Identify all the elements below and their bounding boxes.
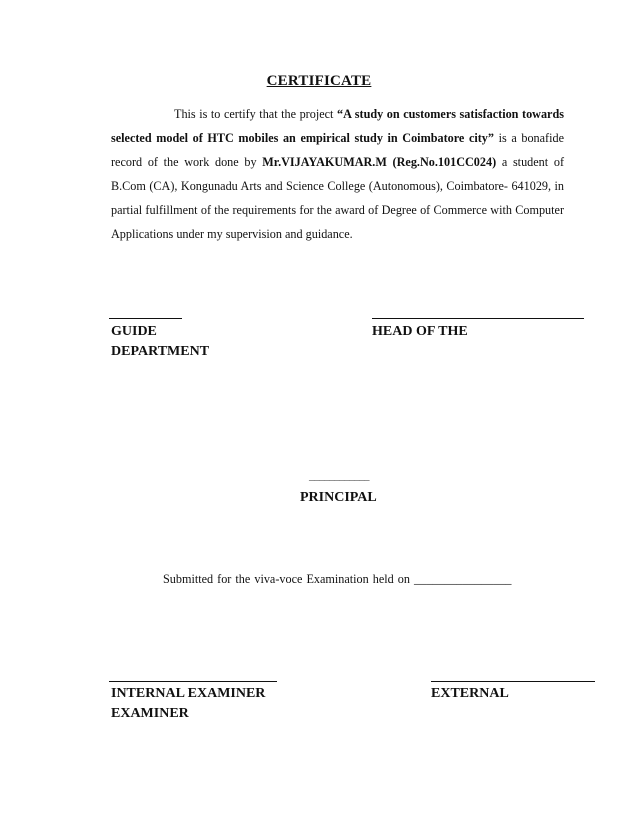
principal-label: PRINCIPAL [300, 490, 377, 505]
body-end: a student of B.Com (CA), Kongunadu Arts and Science College (Autonomous), Coimbatore- 641029, in partial fulfillment of the requirements for the award of Degree of Commerce with Computer Applications under my supervision and guidance. [111, 155, 564, 242]
internal-examiner-signature-line [109, 681, 277, 682]
hod-label: HEAD OF THE [372, 324, 468, 339]
examiner-label: EXAMINER [111, 706, 189, 721]
certificate-body [111, 102, 564, 247]
principal-signature-line: ____________ [309, 470, 369, 482]
certificate-title: CERTIFICATE [266, 73, 372, 89]
body-intro: This is to certify that the project [174, 107, 337, 121]
external-label: EXTERNAL [431, 686, 509, 701]
hod-signature-line [372, 318, 584, 319]
project-title: “A study on customers satisfaction towards selected model of HTC mobiles an empirical study in Coimbatore city” [111, 107, 564, 146]
external-examiner-signature-line [431, 681, 595, 682]
guide-label: GUIDE [111, 324, 157, 339]
department-label: DEPARTMENT [111, 344, 210, 359]
body-mid: is a bonafide record of the work done by [111, 131, 564, 170]
guide-signature-line [109, 318, 182, 319]
internal-examiner-label: INTERNAL EXAMINER [111, 686, 266, 701]
student-name: Mr.VIJAYAKUMAR.M (Reg.No.101CC024) [262, 155, 497, 170]
viva-voce-statement: Submitted for the viva-voce Examination held on ________________ [163, 572, 512, 586]
